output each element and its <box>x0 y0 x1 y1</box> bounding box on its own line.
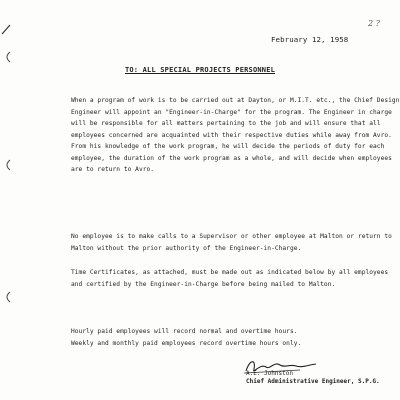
binder-hole-mark-icon <box>0 290 14 304</box>
margin-pen-mark-icon <box>0 22 14 36</box>
binder-hole-mark-icon <box>0 158 14 172</box>
memo-heading: TO: ALL SPECIAL PROJECTS PERSONNEL <box>124 66 276 74</box>
signatory-name: A.E. Johnston <box>246 370 293 377</box>
binder-hole-mark-icon <box>0 50 14 64</box>
paragraph-call-authority: No employee is to make calls to a Supervisor or other employee at Malton or return to Malton without the prior authority of the Engineer-in-Charge. <box>71 233 392 252</box>
page-number: 2 ? <box>368 19 380 28</box>
paragraph-weekly-monthly: Weekly and monthly paid employees record overtime hours only. <box>71 340 302 347</box>
paragraph-hourly-paid: Hourly paid employees will record normal and overtime hours. <box>71 328 298 335</box>
signatory-title: Chief Administrative Engineer, S.P.G. <box>246 378 380 385</box>
paragraph-engineer-in-charge: When a program of work is to be carried out at Dayton, or M.I.T. etc., the Chief Design Engineer will appoint an "Engineer-in-Charge" for the program. The Engineer in charge will be responsible for all matters pertaining to the job and will ensure that all employees concerned are acquainted with their respective duties while away from Avro. From his knowledge of the work program, he will decide the periods of duty for each employee, the duration of the work program as a whole, and will decide when employees are to return to Avro. <box>71 97 400 173</box>
paragraph-time-certificates: Time Certificates, as attached, must be made out as indicated below by all employees and certified by the Engineer-in-Charge before being mailed to Malton. <box>71 269 389 288</box>
letter-date: February 12, 1958 <box>271 35 349 44</box>
